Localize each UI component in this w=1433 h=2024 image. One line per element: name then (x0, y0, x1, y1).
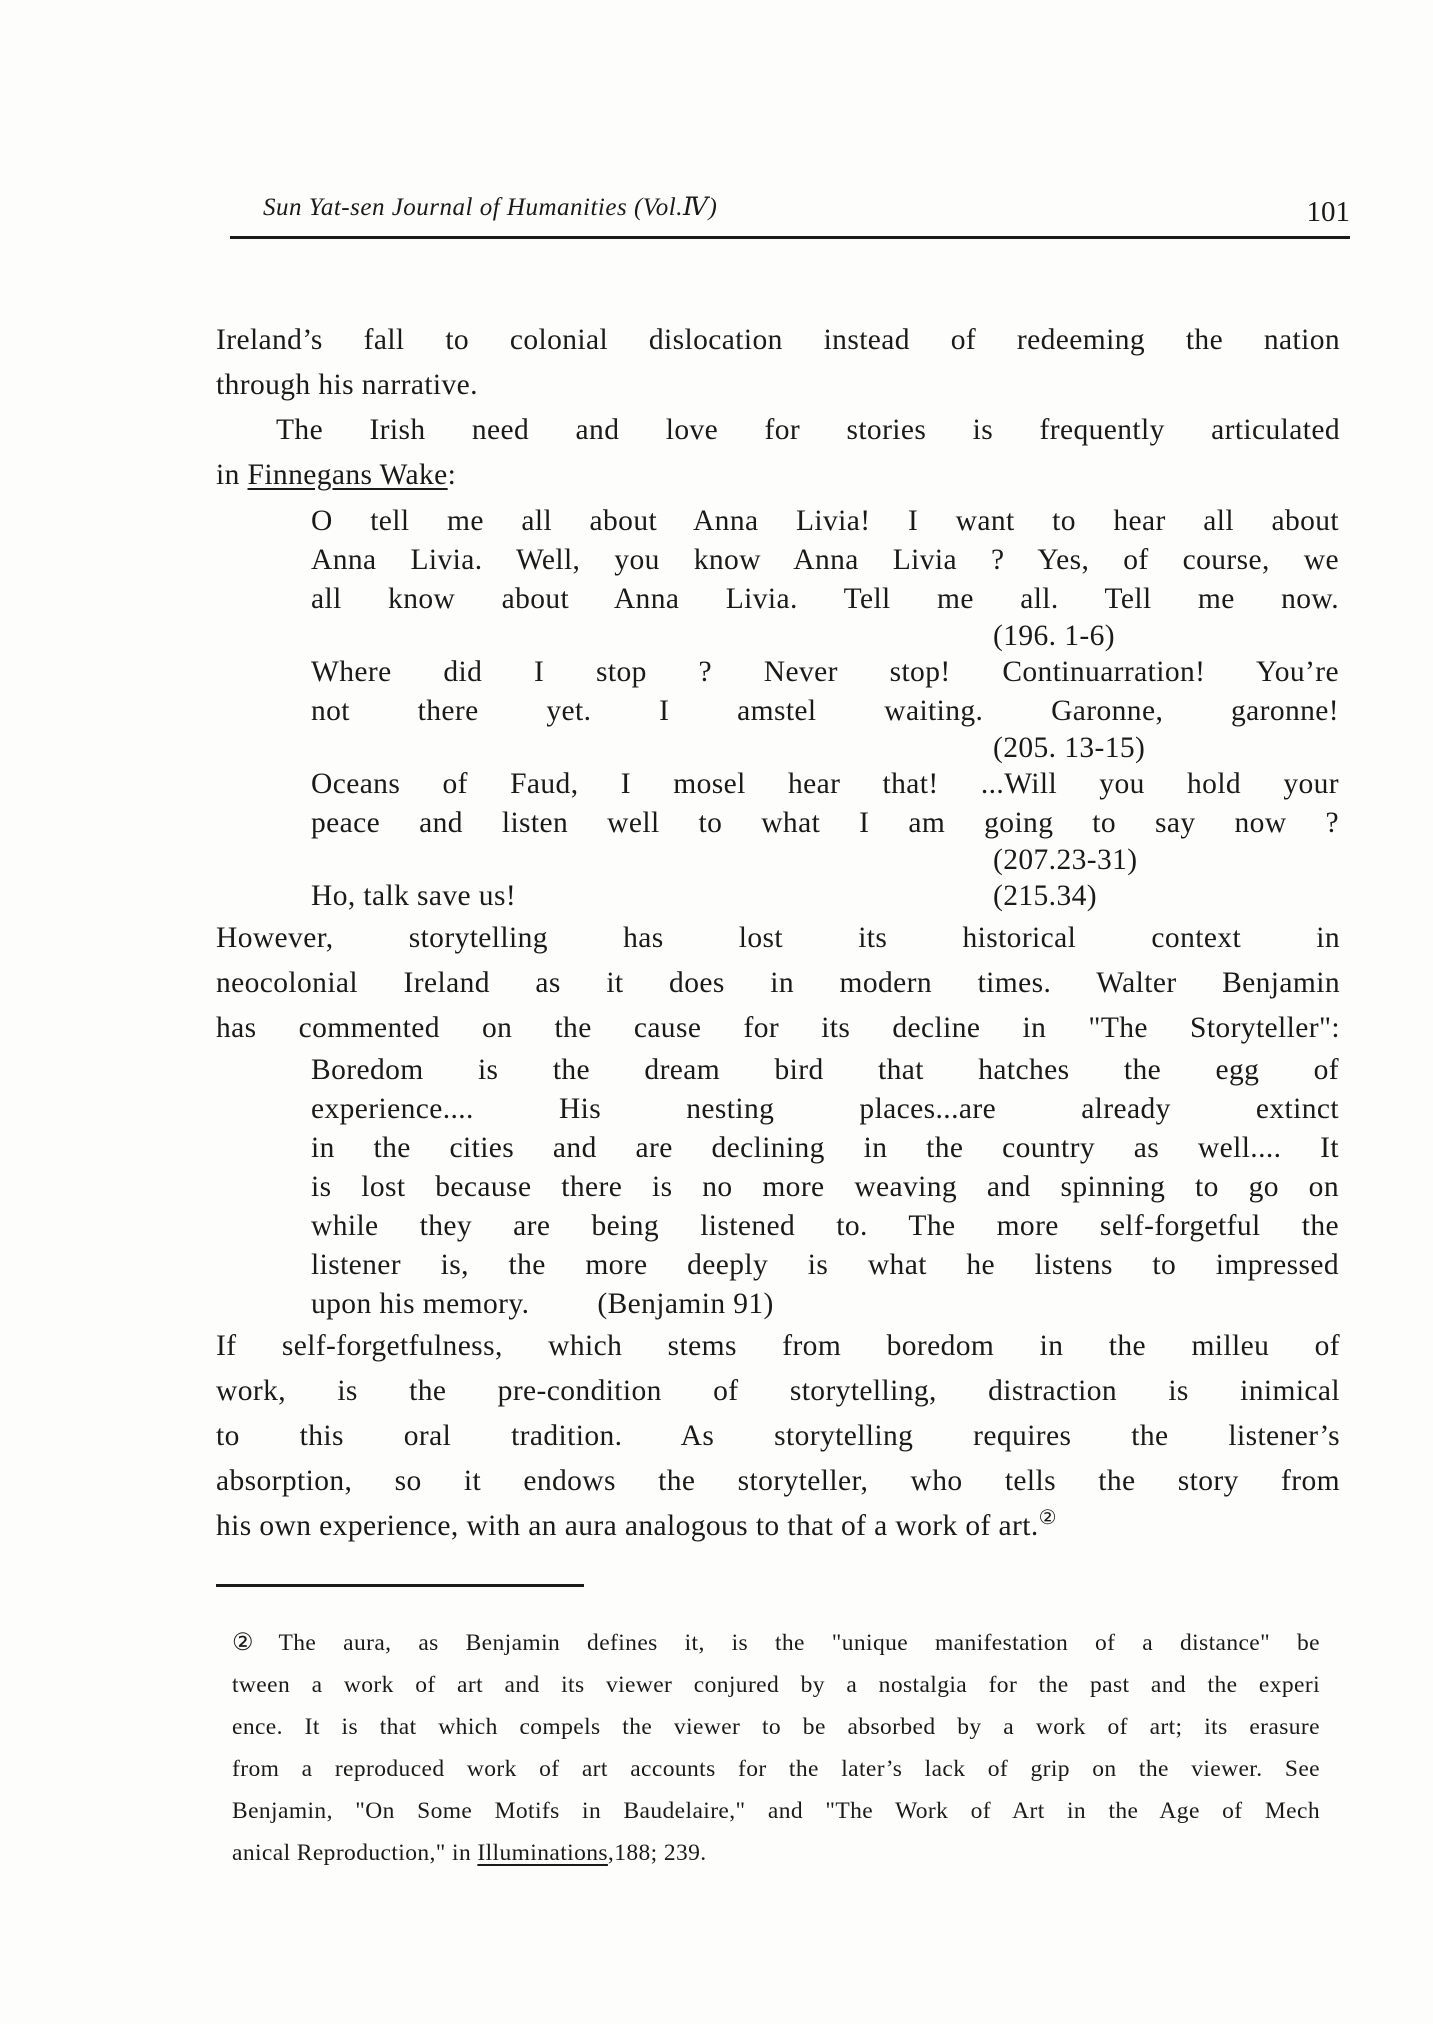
quote-line (311, 1285, 1339, 1324)
footnote (232, 1622, 1320, 1874)
text-line: However, storytelling has lost its historical context in (216, 922, 1340, 954)
text-line: If self-forgetfulness, which stems from boredom in the milleu of (216, 1330, 1340, 1362)
text-fragment: The aura, as Benjamin defines it, is the "unique manifestation of a distance" be (278, 1630, 1320, 1656)
footnote-line (232, 1622, 1320, 1664)
text-line: The Irish need and love for stories is frequently articulated (276, 414, 1340, 446)
book-title-finnegans-wake: Finnegans Wake (247, 459, 448, 491)
quote-citation: (Benjamin 91) (597, 1288, 774, 1320)
quote-line: in the cities and are declining in the country as well.... It (311, 1132, 1339, 1164)
quote-citation: (215.34) (993, 880, 1097, 912)
quote-line: O tell me all about Anna Livia! I want to hear all about (311, 505, 1339, 537)
quote-line: Oceans of Faud, I mosel hear that! ...Will you hold your (311, 768, 1339, 800)
quote-line: Boredom is the dream bird that hatches the egg of (311, 1054, 1339, 1086)
block-quote-2 (311, 653, 1339, 765)
footnote-reference[interactable]: ② (1038, 1507, 1057, 1530)
paragraph-1 (216, 318, 1340, 408)
footnote-line (232, 1832, 1320, 1874)
quote-line: listener is, the more deeply is what he listens to impressed (311, 1249, 1339, 1281)
body-text (216, 318, 1340, 1549)
block-quote-1 (311, 502, 1339, 653)
paragraph-4 (216, 1324, 1340, 1549)
running-head (230, 186, 1350, 239)
text-line: through his narrative. (216, 369, 478, 401)
quote-line: peace and listen well to what I am going to say now ? (311, 807, 1339, 839)
quote-line: experience.... His nesting places...are already extinct (311, 1093, 1339, 1125)
footnote-line: ence. It is that which compels the viewer to be absorbed by a work of art; its erasure (232, 1714, 1320, 1740)
quote-line: not there yet. I amstel waiting. Garonne, garonne! (311, 695, 1339, 727)
book-title-illuminations: Illuminations (477, 1840, 608, 1866)
page-number: 101 (1306, 196, 1350, 228)
quote-citation: (196. 1-6) (993, 620, 1115, 652)
text-line: neocolonial Ireland as it does in modern times. Walter Benjamin (216, 967, 1340, 999)
text-line: to this oral tradition. As storytelling requires the listener’s (216, 1420, 1340, 1452)
footnote-line: from a reproduced work of art accounts for the later’s lack of grip on the viewer. See (232, 1756, 1320, 1782)
text-fragment: ,188; 239. (607, 1840, 707, 1866)
text-fragment: anical Reproduction," in (232, 1840, 478, 1866)
text-line (216, 1504, 1340, 1549)
text-fragment: in (216, 459, 248, 491)
footnote-line: tween a work of art and its viewer conjured by a nostalgia for the past and the experi (232, 1672, 1320, 1698)
quote-line: while they are being listened to. The more self-forgetful the (311, 1210, 1339, 1242)
text-fragment: his own experience, with an aura analogous to that of a work of art. (216, 1510, 1039, 1542)
footnote-line: Benjamin, "On Some Motifs in Baudelaire," and "The Work of Art in the Age of Mech (232, 1798, 1320, 1824)
block-quote-3 (311, 765, 1339, 877)
journal-title: Sun Yat-sen Journal of Humanities (Vol.Ⅳ) (263, 194, 718, 221)
footnote-marker: ② (232, 1630, 275, 1656)
footnote-divider (216, 1584, 584, 1587)
quote-line: Ho, talk save us! (311, 880, 517, 912)
paragraph-3 (216, 916, 1340, 1051)
text-line: work, is the pre-condition of storytelling, distraction is inimical (216, 1375, 1340, 1407)
text-line (216, 453, 1340, 498)
quote-line: Anna Livia. Well, you know Anna Livia ? Yes, of course, we (311, 544, 1339, 576)
block-quote-4 (311, 877, 1339, 916)
paragraph-2 (216, 408, 1340, 498)
quote-citation: (207.23-31) (993, 844, 1138, 876)
quote-line: Where did I stop ? Never stop! Continuarration! You’re (311, 656, 1339, 688)
text-line: has commented on the cause for its decline in "The Storyteller": (216, 1012, 1340, 1044)
text-line: Ireland’s fall to colonial dislocation instead of redeeming the nation (216, 324, 1340, 356)
block-quote-5 (311, 1051, 1339, 1324)
text-fragment: : (447, 459, 457, 491)
text-line: absorption, so it endows the storyteller, who tells the story from (216, 1465, 1340, 1497)
quote-line: all know about Anna Livia. Tell me all. Tell me now. (311, 583, 1339, 615)
text-fragment: upon his memory. (311, 1288, 530, 1320)
quote-citation: (205. 13-15) (993, 732, 1146, 764)
quote-line: is lost because there is no more weaving and spinning to go on (311, 1171, 1339, 1203)
